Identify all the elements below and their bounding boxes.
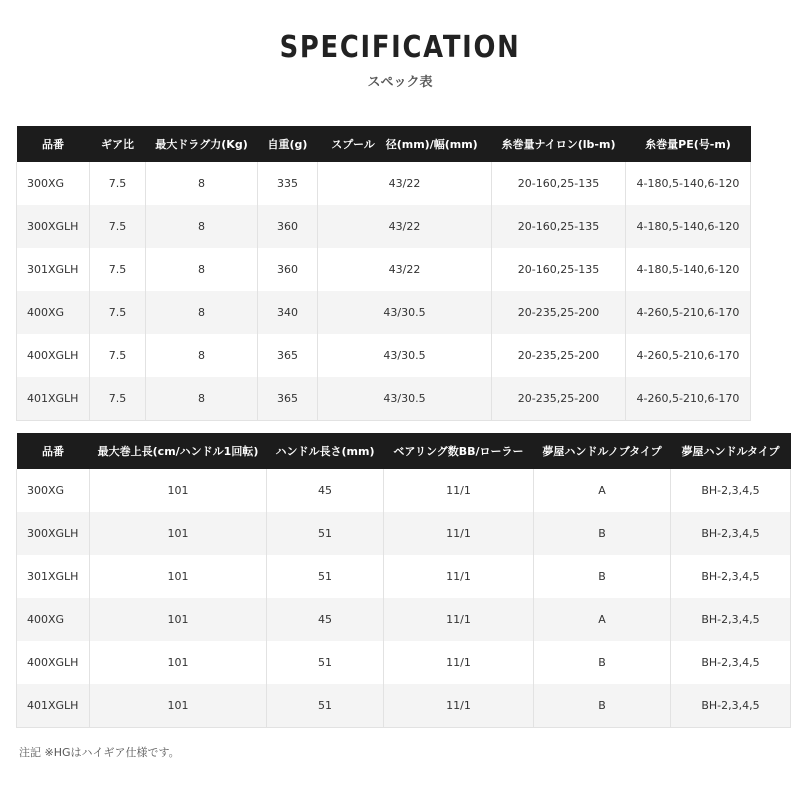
cell: 365 xyxy=(258,377,318,421)
cell: 7.5 xyxy=(90,205,146,248)
cell: 301XGLH xyxy=(17,248,90,291)
cell: 401XGLH xyxy=(17,377,90,421)
cell: B xyxy=(534,555,671,598)
cell: 101 xyxy=(90,512,267,555)
header-cell: 品番 xyxy=(17,126,90,162)
cell: 335 xyxy=(258,162,318,205)
cell: 20-160,25-135 xyxy=(492,248,626,291)
cell: B xyxy=(534,641,671,684)
table-row xyxy=(17,205,751,248)
table-row xyxy=(17,248,751,291)
header-cell: 最大巻上長(cm/ハンドル1回転) xyxy=(90,433,267,469)
cell: 11/1 xyxy=(384,469,534,512)
cell: 4-260,5-210,6-170 xyxy=(626,377,751,421)
header-cell: 最大ドラグ力(Kg) xyxy=(146,126,258,162)
cell: 7.5 xyxy=(90,248,146,291)
cell: 43/22 xyxy=(318,162,492,205)
cell: 20-235,25-200 xyxy=(492,377,626,421)
cell: 8 xyxy=(146,248,258,291)
cell: 4-180,5-140,6-120 xyxy=(626,248,751,291)
cell: 4-180,5-140,6-120 xyxy=(626,162,751,205)
table-row xyxy=(17,334,751,377)
cell: 340 xyxy=(258,291,318,334)
table-row xyxy=(17,684,791,728)
header-cell: 夢屋ハンドルタイプ xyxy=(671,433,791,469)
cell: BH-2,3,4,5 xyxy=(671,555,791,598)
cell: 8 xyxy=(146,291,258,334)
cell: B xyxy=(534,512,671,555)
cell: 45 xyxy=(267,598,384,641)
cell: 400XGLH xyxy=(17,641,90,684)
table-row xyxy=(17,641,791,684)
header-cell: ハンドル長さ(mm) xyxy=(267,433,384,469)
cell: 11/1 xyxy=(384,598,534,641)
cell: 51 xyxy=(267,684,384,728)
cell: 43/30.5 xyxy=(318,291,492,334)
cell: 8 xyxy=(146,205,258,248)
cell: 20-235,25-200 xyxy=(492,291,626,334)
cell: 301XGLH xyxy=(17,555,90,598)
cell: 360 xyxy=(258,205,318,248)
cell: 101 xyxy=(90,684,267,728)
cell: 11/1 xyxy=(384,555,534,598)
cell: 43/22 xyxy=(318,205,492,248)
header-cell: 糸巻量ナイロン(lb-m) xyxy=(492,126,626,162)
table-row xyxy=(17,469,791,512)
cell: BH-2,3,4,5 xyxy=(671,641,791,684)
cell: 7.5 xyxy=(90,291,146,334)
cell: 20-160,25-135 xyxy=(492,162,626,205)
header-cell: 自重(g) xyxy=(258,126,318,162)
table-row xyxy=(17,598,791,641)
header-cell: 品番 xyxy=(17,433,90,469)
cell: 360 xyxy=(258,248,318,291)
cell: 8 xyxy=(146,377,258,421)
page-subtitle: スペック表 xyxy=(367,75,433,90)
cell: BH-2,3,4,5 xyxy=(671,598,791,641)
header-cell: 夢屋ハンドルノブタイプ xyxy=(534,433,671,469)
cell: 20-235,25-200 xyxy=(492,334,626,377)
cell: 20-160,25-135 xyxy=(492,205,626,248)
cell: 7.5 xyxy=(90,334,146,377)
spec-table-1 xyxy=(16,126,751,421)
cell: 101 xyxy=(90,641,267,684)
cell: 300XGLH xyxy=(17,205,90,248)
cell: 51 xyxy=(267,555,384,598)
cell: 8 xyxy=(146,162,258,205)
cell: 4-260,5-210,6-170 xyxy=(626,291,751,334)
header-cell: ギア比 xyxy=(90,126,146,162)
cell: 400XG xyxy=(17,598,90,641)
cell: 7.5 xyxy=(90,162,146,205)
cell: 300XG xyxy=(17,469,90,512)
header-cell: 糸巻量PE(号-m) xyxy=(626,126,751,162)
cell: 300XG xyxy=(17,162,90,205)
cell: A xyxy=(534,469,671,512)
cell: 101 xyxy=(90,555,267,598)
header-cell: スプール 径(mm)/幅(mm) xyxy=(318,126,492,162)
table-row xyxy=(17,377,751,421)
cell: 43/30.5 xyxy=(318,377,492,421)
cell: 400XG xyxy=(17,291,90,334)
table-row xyxy=(17,512,791,555)
footnote: 注記 ※HGはハイギア仕様です。 xyxy=(19,746,180,759)
cell: 11/1 xyxy=(384,684,534,728)
cell: 43/22 xyxy=(318,248,492,291)
cell: A xyxy=(534,598,671,641)
table-row xyxy=(17,555,791,598)
table-row xyxy=(17,291,751,334)
table-header-row xyxy=(17,126,751,162)
header-cell: ベアリング数BB/ローラー xyxy=(384,433,534,469)
spec-table-2 xyxy=(16,433,791,728)
cell: 7.5 xyxy=(90,377,146,421)
cell: 365 xyxy=(258,334,318,377)
cell: 300XGLH xyxy=(17,512,90,555)
cell: 11/1 xyxy=(384,512,534,555)
cell: BH-2,3,4,5 xyxy=(671,512,791,555)
cell: 8 xyxy=(146,334,258,377)
cell: BH-2,3,4,5 xyxy=(671,684,791,728)
page-title: SPECIFICATION xyxy=(279,30,521,65)
cell: BH-2,3,4,5 xyxy=(671,469,791,512)
cell: 51 xyxy=(267,641,384,684)
cell: 4-260,5-210,6-170 xyxy=(626,334,751,377)
cell: 400XGLH xyxy=(17,334,90,377)
cell: 401XGLH xyxy=(17,684,90,728)
cell: 101 xyxy=(90,598,267,641)
cell: 101 xyxy=(90,469,267,512)
table-header-row xyxy=(17,433,791,469)
cell: B xyxy=(534,684,671,728)
cell: 11/1 xyxy=(384,641,534,684)
cell: 43/30.5 xyxy=(318,334,492,377)
cell: 4-180,5-140,6-120 xyxy=(626,205,751,248)
cell: 51 xyxy=(267,512,384,555)
table-row xyxy=(17,162,751,205)
cell: 45 xyxy=(267,469,384,512)
